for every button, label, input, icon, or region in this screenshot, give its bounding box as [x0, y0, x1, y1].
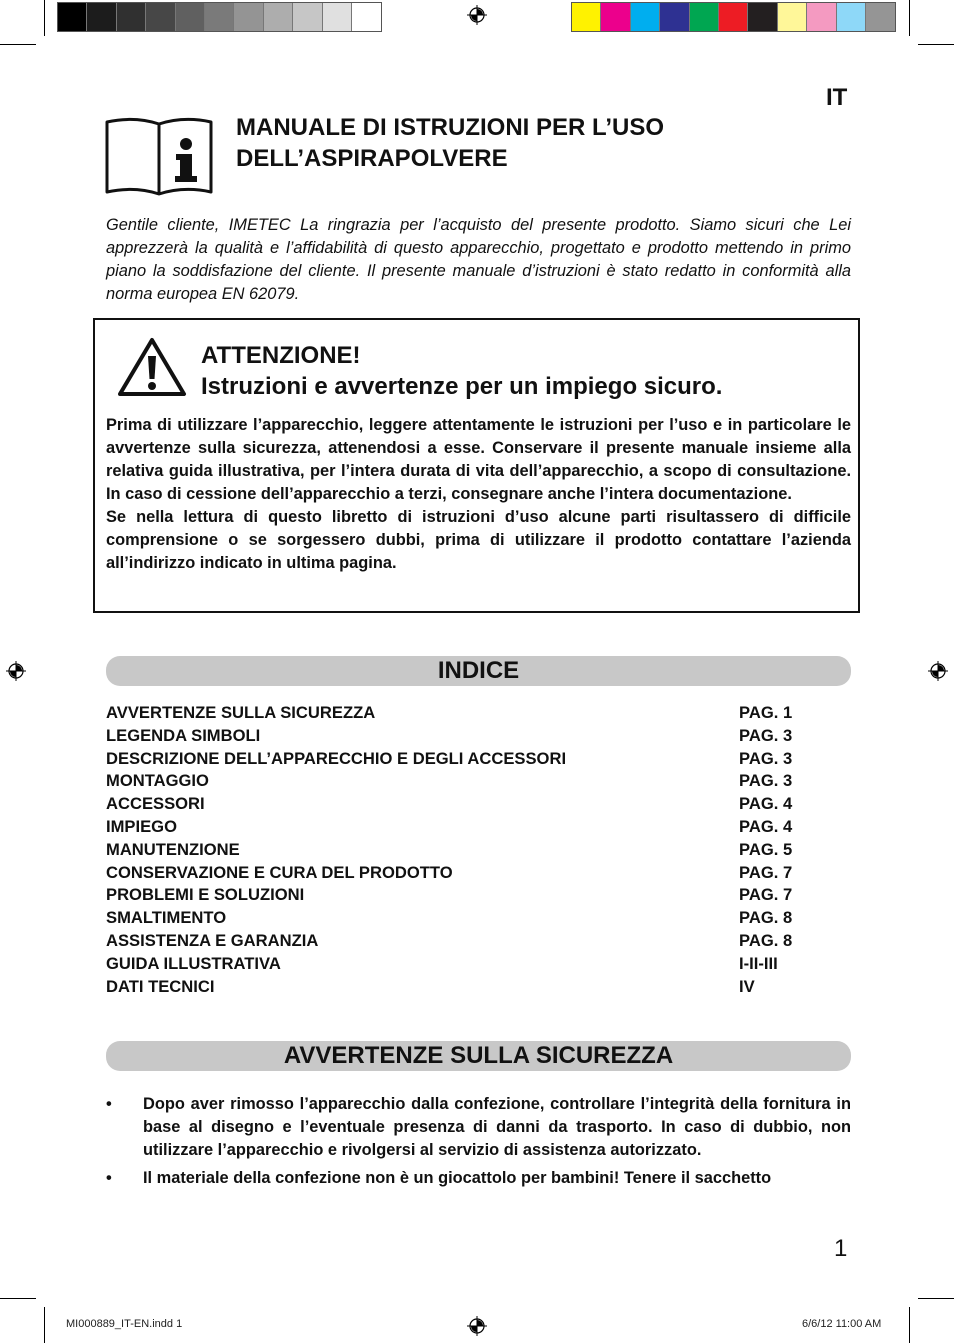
registration-mark-icon [928, 661, 948, 681]
toc-label: MONTAGGIO [106, 771, 209, 791]
bullet-marker: • [106, 1095, 112, 1113]
toc-row [106, 770, 806, 793]
safety-bullet-item [106, 1093, 851, 1162]
slug-file-info: MI000889_IT-EN.indd 1 [66, 1318, 183, 1330]
crop-mark [918, 1298, 954, 1299]
toc-page: PAG. 8 [739, 930, 793, 950]
manual-title [236, 112, 756, 174]
toc-page: I-II-III [739, 953, 778, 973]
color-swatch [234, 3, 263, 31]
color-swatch [837, 3, 866, 31]
registration-mark-icon [467, 1316, 487, 1336]
toc-label: DATI TECNICI [106, 976, 215, 996]
toc-page: PAG. 7 [739, 862, 793, 882]
toc-row [106, 930, 806, 953]
toc-page: PAG. 3 [739, 771, 793, 791]
color-swatch [87, 3, 116, 31]
safety-bullet-list [106, 1093, 851, 1195]
slug-date-info: 6/6/12 11:00 AM [802, 1318, 882, 1330]
toc-row [106, 748, 806, 771]
toc-row [106, 725, 806, 748]
color-swatch [719, 3, 748, 31]
index-heading: INDICE [106, 656, 851, 686]
table-of-contents [106, 702, 806, 998]
color-swatch [660, 3, 689, 31]
color-swatch [352, 3, 381, 31]
cmyk-color-bar [571, 2, 896, 32]
warning-body [106, 414, 851, 575]
toc-page: PAG. 4 [739, 816, 793, 836]
warning-title-line1: ATTENZIONE! [201, 342, 361, 369]
toc-row [106, 907, 806, 930]
toc-row [106, 839, 806, 862]
toc-row [106, 793, 806, 816]
toc-row [106, 976, 806, 999]
warning-triangle-icon [116, 336, 188, 398]
toc-label: ACCESSORI [106, 794, 205, 814]
crop-mark [0, 44, 36, 45]
color-swatch [807, 3, 836, 31]
safety-bullet-item [106, 1167, 851, 1190]
toc-page: PAG. 3 [739, 725, 793, 745]
warning-paragraph: Se nella lettura di questo libretto di istruzioni d’uso alcune parti risultassero di difficile comprensione o se sorgessero dubbi, prima di utilizzare il prodotto contattare l’azienda all’indirizzo indicato in ultima pagina. [106, 508, 851, 572]
warning-paragraph: Prima di utilizzare l’apparecchio, leggere attentamente le istruzioni per l’uso e in particolare le avvertenze sulla sicurezza, attenendosi a esse. Conservare il presente manuale insieme alla relativa guida illustrativa, per l’intera durata di vita dell’apparecchio, a scopo di consultazione. In caso di cessione dell’apparecchio a terzi, consegnare anche l’intera documentazione. [106, 416, 851, 503]
toc-row [106, 884, 806, 907]
toc-row [106, 953, 806, 976]
page-number: 1 [834, 1235, 848, 1262]
safety-bullet-text: Dopo aver rimosso l’apparecchio dalla confezione, controllare l’integrità della fornitura in base al disegno e l’eventuale presenza di danni da trasporto. In caso di dubbio, non utilizzare l’apparecchio e rivolgersi al servizio di assistenza autorizzato. [143, 1095, 851, 1159]
toc-page: PAG. 4 [739, 794, 793, 814]
toc-page: PAG. 8 [739, 908, 793, 928]
color-swatch [572, 3, 601, 31]
toc-label: DESCRIZIONE DELL’APPARECCHIO E DEGLI ACCESSORI [106, 748, 567, 768]
registration-mark-icon [6, 661, 26, 681]
grayscale-color-bar [57, 2, 382, 32]
toc-row [106, 862, 806, 885]
crop-mark [909, 1307, 910, 1343]
intro-paragraph: Gentile cliente, IMETEC La ringrazia per l’acquisto del presente prodotto. Siamo sicuri che Lei apprezzerà la qualità e l’affidabilità di questo apparecchio, progettato e prodotto mettendo in primo piano la soddisfazione del cliente. Il presente manuale d’istruzioni è stato redatto in conformità alla norma europea EN 62079. [106, 216, 851, 303]
safety-heading: AVVERTENZE SULLA SICUREZZA [106, 1041, 851, 1071]
toc-page: PAG. 7 [739, 885, 793, 905]
toc-page: PAG. 1 [739, 703, 793, 722]
warning-title [201, 340, 722, 402]
color-swatch [117, 3, 146, 31]
toc-label: SMALTIMENTO [106, 908, 227, 928]
crop-mark [909, 0, 910, 36]
toc-label: AVVERTENZE SULLA SICUREZZA [106, 703, 376, 722]
color-swatch [146, 3, 175, 31]
color-swatch [748, 3, 777, 31]
toc-label: MANUTENZIONE [106, 839, 240, 859]
color-swatch [264, 3, 293, 31]
registration-mark-icon [467, 5, 487, 25]
toc-row [106, 702, 806, 725]
toc-label: GUIDA ILLUSTRATIVA [106, 953, 281, 973]
toc-page: PAG. 3 [739, 748, 793, 768]
toc-page: PAG. 5 [739, 839, 793, 859]
color-swatch [690, 3, 719, 31]
color-swatch [58, 3, 87, 31]
toc-label: IMPIEGO [106, 816, 177, 836]
color-swatch [205, 3, 234, 31]
toc-label: PROBLEMI E SOLUZIONI [106, 885, 305, 905]
crop-mark [44, 0, 45, 36]
warning-title-line2: Istruzioni e avvertenze per un impiego sicuro. [201, 373, 723, 400]
manual-info-icon [104, 114, 214, 196]
color-swatch [631, 3, 660, 31]
color-swatch [866, 3, 895, 31]
toc-label: LEGENDA SIMBOLI [106, 725, 261, 745]
toc-page: IV [739, 976, 755, 996]
crop-mark [918, 44, 954, 45]
toc-label: ASSISTENZA E GARANZIA [106, 930, 319, 950]
language-code: IT [826, 84, 848, 111]
crop-mark [44, 1307, 45, 1343]
color-swatch [293, 3, 322, 31]
color-swatch [601, 3, 630, 31]
safety-bullet-text: Il materiale della confezione non è un giocattolo per bambini! Tenere il sacchetto [143, 1169, 772, 1187]
color-swatch [176, 3, 205, 31]
toc-row [106, 816, 806, 839]
bullet-marker: • [106, 1169, 112, 1187]
color-swatch [323, 3, 352, 31]
crop-mark [0, 1298, 36, 1299]
color-swatch [778, 3, 807, 31]
toc-label: CONSERVAZIONE E CURA DEL PRODOTTO [106, 862, 453, 882]
manual-title-line2: DELL’ASPIRAPOLVERE [236, 145, 508, 172]
manual-title-line1: MANUALE DI ISTRUZIONI PER L’USO [236, 114, 665, 141]
